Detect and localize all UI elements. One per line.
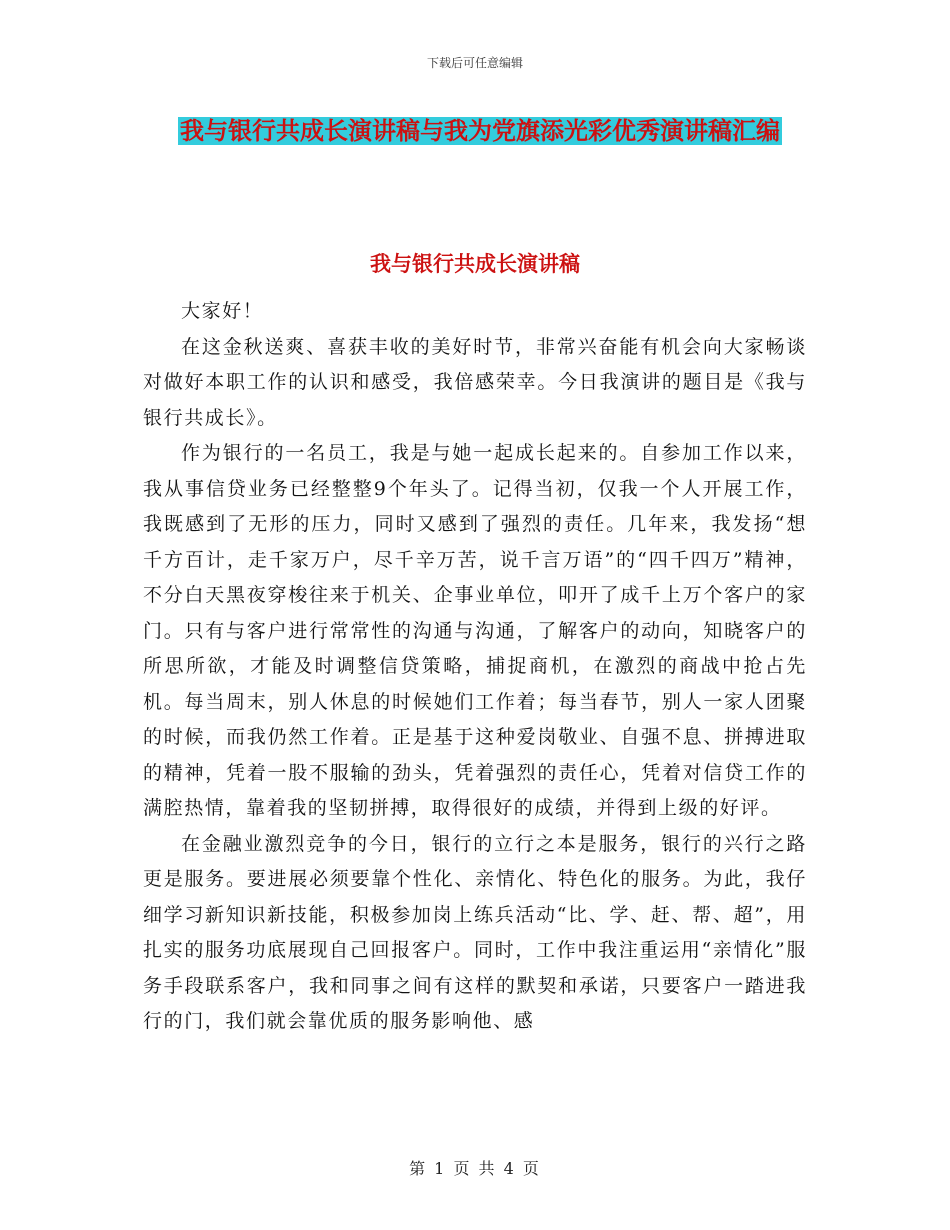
- paragraph: 作为银行的一名员工，我是与她一起成长起来的。自参加工作以来，我从事信贷业务已经整整9个年头了。记得当初，仅我一个人开展工作，我既感到了无形的压力，同时又感到了强烈的责任。几年来，我发扬“想千方百计，走千家万户，尽千辛万苦，说千言万语”的“四千四万”精神，不分白天黑夜穿梭往来于机关、企事业单位，叩开了成千上万个客户的家门。只有与客户进行常常性的沟通与沟通，了解客户的动向，知晓客户的所思所欲，才能及时调整信贷策略，捕捉商机，在激烈的商战中抢占先机。每当周末，别人休息的时候她们工作着；每当春节，别人一家人团聚的时候，而我仍然工作着。正是基于这种爱岗敬业、自强不息、拼搏进取的精神，凭着一股不服输的劲头，凭着强烈的责任心，凭着对信贷工作的满腔热情，靠着我的坚韧拼搏，取得很好的成绩，并得到上级的好评。: [143, 442, 807, 819]
- document-body: [143, 294, 807, 1040]
- section-title: 我与银行共成长演讲稿: [370, 252, 580, 276]
- paragraph: 在这金秋送爽、喜获丰收的美好时节，非常兴奋能有机会向大家畅谈对做好本职工作的认识和感受，我倍感荣幸。今日我演讲的题目是《我与银行共成长》。: [143, 335, 807, 429]
- header-note: 下载后可任意编辑: [426, 56, 523, 70]
- page-number: 第 1 页 共 4 页: [409, 1159, 541, 1178]
- document-title: [150, 108, 810, 154]
- document-title-text: 我与银行共成长演讲稿与我为党旗添光彩优秀演讲稿汇编: [180, 117, 780, 145]
- paragraph-greeting: 大家好！: [181, 300, 264, 322]
- paragraph: 在金融业激烈竞争的今日，银行的立行之本是服务，银行的兴行之路更是服务。要进展必须要靠个性化、亲情化、特色化的服务。为此，我仔细学习新知识新技能，积极参加岗上练兵活动“比、学、赶、帮、超”，用扎实的服务功底展现自己回报客户。同时，工作中我注重运用“亲情化”服务手段联系客户，我和同事之间有这样的默契和承诺，只要客户一踏进我行的门，我们就会靠优质的服务影响他、感: [143, 832, 807, 1032]
